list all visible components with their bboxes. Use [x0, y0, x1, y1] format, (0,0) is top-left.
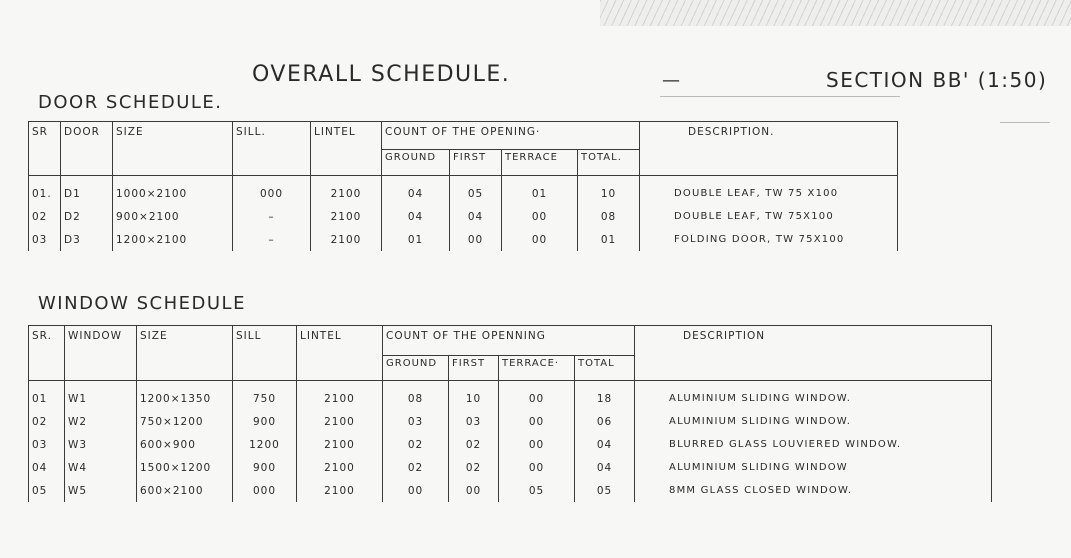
cell-total: 01 — [578, 228, 640, 251]
cell-ground: 04 — [382, 176, 450, 206]
cell-first: 10 — [449, 381, 499, 411]
header-sill: SILL. — [233, 122, 311, 176]
cell-size: 600×2100 — [137, 479, 233, 502]
cell-first: 00 — [449, 479, 499, 502]
cell-terrace: 00 — [499, 410, 575, 433]
cell-total: 04 — [575, 433, 635, 456]
cell-description: 8MM GLASS CLOSED WINDOW. — [635, 479, 992, 502]
cell-lintel: 2100 — [297, 433, 383, 456]
cell-lintel: 2100 — [297, 381, 383, 411]
header-door: DOOR — [61, 122, 113, 176]
header-lintel: LINTEL — [311, 122, 382, 176]
cell-size: 1000×2100 — [113, 176, 233, 206]
cell-total: 18 — [575, 381, 635, 411]
cell-size: 1200×2100 — [113, 228, 233, 251]
door-schedule-table — [28, 121, 898, 251]
window-schedule-title: WINDOW SCHEDULE — [38, 293, 246, 314]
table-row — [29, 479, 992, 502]
cell-size: 900×2100 — [113, 205, 233, 228]
cell-ground: 08 — [383, 381, 449, 411]
header-window: WINDOW — [65, 326, 137, 381]
cell-sill: – — [233, 205, 311, 228]
cell-ground: 03 — [383, 410, 449, 433]
cell-sr: 02 — [29, 205, 61, 228]
header-terrace: TERRACE — [502, 150, 578, 176]
heading-dash: — — [662, 70, 682, 91]
table-row — [29, 228, 898, 251]
header-first: FIRST — [450, 150, 502, 176]
cell-ground: 02 — [383, 456, 449, 479]
cell-lintel: 2100 — [297, 479, 383, 502]
cell-sr: 03 — [29, 228, 61, 251]
table-row — [29, 410, 992, 433]
table-row — [29, 433, 992, 456]
cell-door: D1 — [61, 176, 113, 206]
cell-total: 05 — [575, 479, 635, 502]
cell-size: 1200×1350 — [137, 381, 233, 411]
cell-description: BLURRED GLASS LOUVIERED WINDOW. — [635, 433, 992, 456]
header-sr: SR. — [29, 326, 65, 381]
cell-sr: 04 — [29, 456, 65, 479]
cell-sill: 900 — [233, 456, 297, 479]
cell-first: 00 — [450, 228, 502, 251]
cell-description: DOUBLE LEAF, TW 75 X100 — [640, 176, 898, 206]
cell-first: 03 — [449, 410, 499, 433]
cell-lintel: 2100 — [297, 456, 383, 479]
cell-terrace: 00 — [499, 381, 575, 411]
cell-description: DOUBLE LEAF, TW 75X100 — [640, 205, 898, 228]
cell-door: D2 — [61, 205, 113, 228]
cell-total: 06 — [575, 410, 635, 433]
cell-total: 08 — [578, 205, 640, 228]
cell-description: ALUMINIUM SLIDING WINDOW — [635, 456, 992, 479]
cell-sill: 900 — [233, 410, 297, 433]
header-ground: GROUND — [382, 150, 450, 176]
cell-sr: 01. — [29, 176, 61, 206]
cell-sill: 000 — [233, 176, 311, 206]
table-row — [29, 205, 898, 228]
cell-first: 02 — [449, 433, 499, 456]
header-size: SIZE — [137, 326, 233, 381]
header-sr: SR — [29, 122, 61, 176]
cell-total: 10 — [578, 176, 640, 206]
cell-ground: 00 — [383, 479, 449, 502]
header-ground: GROUND — [383, 356, 449, 381]
cell-sill: 000 — [233, 479, 297, 502]
header-total: TOTAL. — [578, 150, 640, 176]
cell-terrace: 01 — [502, 176, 578, 206]
header-count: COUNT OF THE OPENING· — [382, 122, 640, 150]
cell-first: 02 — [449, 456, 499, 479]
cell-ground: 01 — [382, 228, 450, 251]
hatched-strip — [600, 0, 1071, 26]
header-terrace: TERRACE· — [499, 356, 575, 381]
cell-lintel: 2100 — [311, 205, 382, 228]
cell-sr: 02 — [29, 410, 65, 433]
cell-terrace: 00 — [499, 433, 575, 456]
header-first: FIRST — [449, 356, 499, 381]
cell-door: D3 — [61, 228, 113, 251]
cell-window: W5 — [65, 479, 137, 502]
header-sill: SILL — [233, 326, 297, 381]
table-row — [29, 381, 992, 411]
cell-terrace: 00 — [499, 456, 575, 479]
door-schedule-body — [29, 176, 898, 252]
table-row — [29, 456, 992, 479]
cell-terrace: 05 — [499, 479, 575, 502]
cell-terrace: 00 — [502, 228, 578, 251]
header-lintel: LINTEL — [297, 326, 383, 381]
door-schedule-title: DOOR SCHEDULE. — [38, 92, 223, 113]
cell-first: 05 — [450, 176, 502, 206]
cell-lintel: 2100 — [311, 176, 382, 206]
cell-sr: 03 — [29, 433, 65, 456]
header-total: TOTAL — [575, 356, 635, 381]
divider-line — [1000, 122, 1050, 123]
cell-description: FOLDING DOOR, TW 75X100 — [640, 228, 898, 251]
cell-sr: 01 — [29, 381, 65, 411]
cell-ground: 02 — [383, 433, 449, 456]
overall-schedule-heading: OVERALL SCHEDULE. — [252, 62, 511, 87]
cell-size: 1500×1200 — [137, 456, 233, 479]
header-description: DESCRIPTION. — [640, 122, 898, 176]
cell-sr: 05 — [29, 479, 65, 502]
cell-description: ALUMINIUM SLIDING WINDOW. — [635, 410, 992, 433]
cell-window: W1 — [65, 381, 137, 411]
cell-sill: 750 — [233, 381, 297, 411]
cell-terrace: 00 — [502, 205, 578, 228]
window-schedule-body — [29, 381, 992, 503]
divider-line — [660, 96, 900, 97]
cell-description: ALUMINIUM SLIDING WINDOW. — [635, 381, 992, 411]
cell-lintel: 2100 — [297, 410, 383, 433]
cell-window: W3 — [65, 433, 137, 456]
cell-lintel: 2100 — [311, 228, 382, 251]
cell-sill: 1200 — [233, 433, 297, 456]
header-count: COUNT OF THE OPENNING — [383, 326, 635, 356]
header-size: SIZE — [113, 122, 233, 176]
cell-first: 04 — [450, 205, 502, 228]
cell-size: 750×1200 — [137, 410, 233, 433]
cell-total: 04 — [575, 456, 635, 479]
header-description: DESCRIPTION — [635, 326, 992, 381]
cell-sill: – — [233, 228, 311, 251]
cell-window: W2 — [65, 410, 137, 433]
section-heading: SECTION BB' (1:50) — [826, 68, 1048, 92]
cell-ground: 04 — [382, 205, 450, 228]
cell-window: W4 — [65, 456, 137, 479]
cell-size: 600×900 — [137, 433, 233, 456]
window-schedule-table — [28, 325, 992, 502]
table-row — [29, 176, 898, 206]
